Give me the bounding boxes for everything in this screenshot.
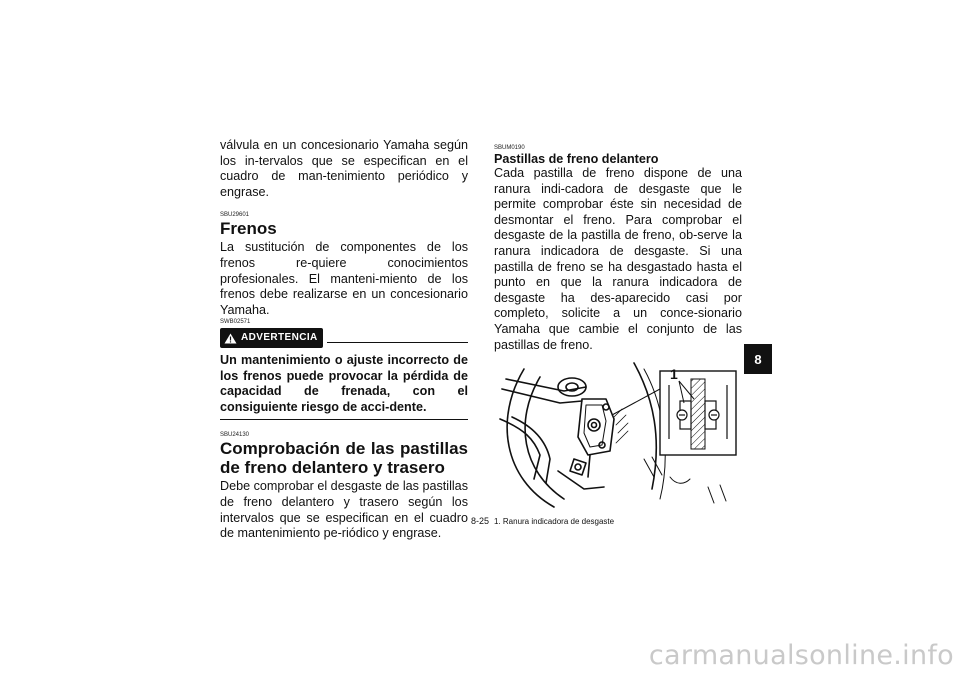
heading-pastillas-delantero: Pastillas de freno delantero [494,152,659,166]
figure-caption: 1. Ranura indicadora de desgaste [494,517,615,527]
brake-figure [494,359,742,509]
page-number: 8-25 [470,516,489,526]
right-column [494,145,742,527]
section-code-2: SBU24130 [220,432,250,439]
intro-paragraph: válvula en un concesionario Yamaha según los in-tervalos que se especifican en el cuadro de man-tenimiento periódico y engrase. [220,138,468,199]
section-code: SBU29601 [220,212,250,219]
right-section-code: SBUM0190 [494,145,525,151]
warning-text: Un mantenimiento o ajuste incorrecto de los frenos puede provocar la pérdida de capacidad de frenada, con el consiguiente riesgo de acci-dente. [220,352,468,414]
frenos-paragraph: La sustitución de componentes de los frenos re-quiere conocimientos profesionales. El manteni-miento de los frenos debe realizarse en un concesionario Yamaha. [220,240,468,317]
brake-caliper-illustration [494,359,742,509]
watermark: carmanualsonline.info [648,640,954,671]
chapter-tab: 8 [744,344,772,374]
warning-header [220,328,468,348]
warning-badge [220,328,323,348]
warning-bottom-rule [220,419,468,420]
left-column [220,138,468,542]
warning-triangle-icon [224,333,237,344]
warning-rule [327,342,468,343]
warning-label: ADVERTENCIA [241,332,318,344]
heading-pastillas: Comprobación de las pastillas de freno delantero y trasero [220,439,468,478]
warning-code: SWB02571 [220,319,251,326]
right-paragraph: Cada pastilla de freno dispone de una ranura indi-cadora de desgaste que le permite comprobar éste sin necesidad de desmontar el freno. Para comprobar el desgaste de la pastilla de freno, ob-serve la ranura indicadora de desgaste. Si una pastilla de freno se ha desgastado hasta el punto en que la ranura indicadora de desgaste ha des-aparecido casi por completo, solicite a un conce-sionario Yamaha que cambie el conjunto de las pastillas de freno. [494,166,742,352]
pastillas-paragraph: Debe comprobar el desgaste de las pastillas de freno delantero y trasero según los intervalos que se especifican en el cuadro de mantenimiento pe-riódico y engrase. [220,479,468,541]
figure-callout-label: 1 [670,366,678,383]
heading-frenos: Frenos [220,219,277,239]
